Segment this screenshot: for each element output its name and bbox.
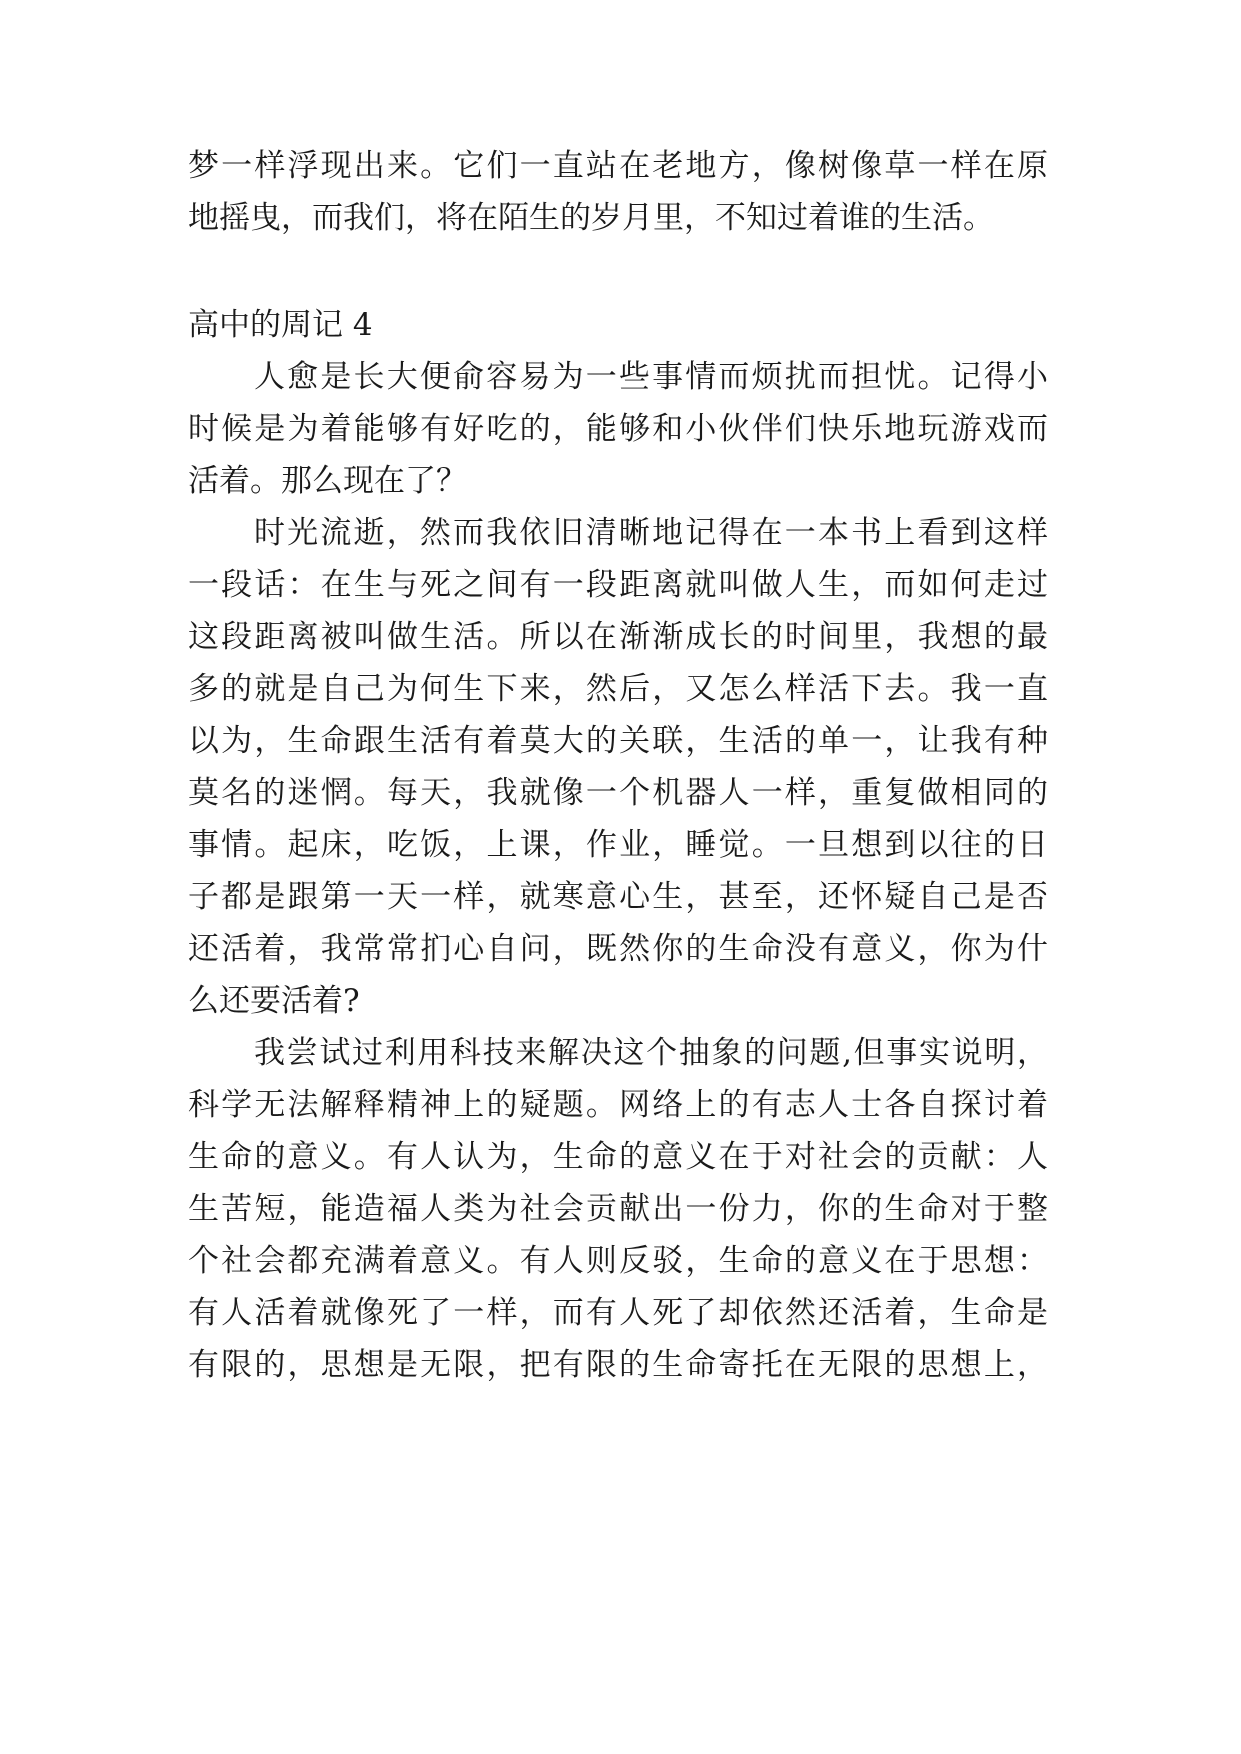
text-line: 么还要活着? [188, 983, 360, 1019]
paragraph-first-line: 时光流逝，然而我依旧清晰地记得在一本书上看到这样 [254, 515, 1048, 551]
text-line: 一段话：在生与死之间有一段距离就叫做人生，而如何走过 [188, 567, 1048, 603]
paragraph-first-line: 我尝试过利用科技来解决这个抽象的问题,但事实说明， [254, 1035, 1048, 1071]
text-line: 多的就是自己为何生下来，然后，又怎么样活下去。我一直 [188, 671, 1048, 707]
text-line: 梦一样浮现出来。它们一直站在老地方，像树像草一样在原 [188, 148, 1048, 184]
text-line: 以为，生命跟生活有着莫大的关联，生活的单一，让我有种 [188, 723, 1048, 759]
text-line: 活着。那么现在了？ [188, 463, 467, 499]
text-line: 还活着，我常常扪心自问，既然你的生命没有意义，你为什 [188, 931, 1048, 967]
text-line: 个社会都充满着意义。有人则反驳，生命的意义在于思想： [188, 1243, 1048, 1279]
text-line: 有限的，思想是无限，把有限的生命寄托在无限的思想上， [188, 1347, 1048, 1383]
paragraph-first-line: 人愈是长大便俞容易为一些事情而烦扰而担忧。记得小 [254, 359, 1048, 395]
text-line: 科学无法解释精神上的疑题。网络上的有志人士各自探讨着 [188, 1087, 1048, 1123]
text-line: 子都是跟第一天一样，就寒意心生，甚至，还怀疑自己是否 [188, 879, 1048, 915]
text-line: 时候是为着能够有好吃的，能够和小伙伴们快乐地玩游戏而 [188, 411, 1048, 447]
text-line: 生命的意义。有人认为，生命的意义在于对社会的贡献：人 [188, 1139, 1048, 1175]
essay-title: 高中的周记 4 [188, 307, 373, 343]
text-line: 有人活着就像死了一样，而有人死了却依然还活着，生命是 [188, 1295, 1048, 1331]
text-line: 莫名的迷惘。每天，我就像一个机器人一样，重复做相同的 [188, 775, 1048, 811]
text-line: 事情。起床，吃饭，上课，作业，睡觉。一旦想到以往的日 [188, 827, 1048, 863]
text-line: 地摇曳，而我们，将在陌生的岁月里，不知过着谁的生活。 [188, 200, 994, 236]
text-line: 这段距离被叫做生活。所以在渐渐成长的时间里，我想的最 [188, 619, 1048, 655]
text-line: 生苦短，能造福人类为社会贡献出一份力，你的生命对于整 [188, 1191, 1048, 1227]
